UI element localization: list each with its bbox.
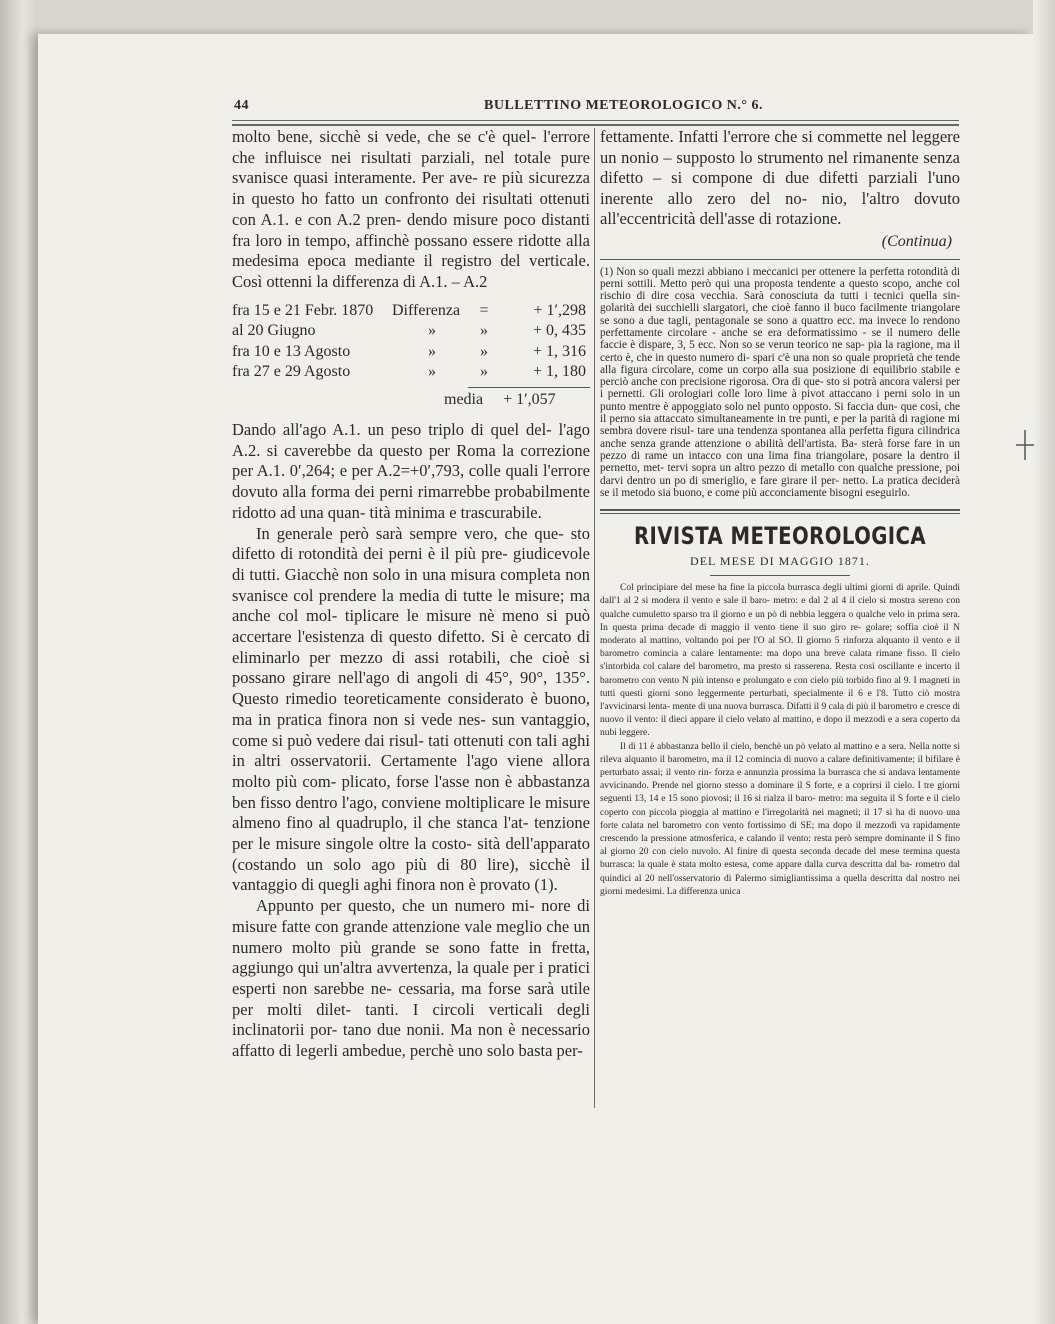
table-cell: fra 10 e 13 Agosto <box>232 342 351 360</box>
section-rule <box>600 509 960 511</box>
table-cell: » <box>428 342 436 360</box>
footnote: (1) Non so quali mezzi abbiano i meccanici per ottenere la perfetta rotondità di perni sottili. Metto però qui una proposta tendente a questo scopo, anche col rischio di dire cosa vecchia. Sarà conosciuta da tutti i tecnici quella sin- golarità dei succhielli slargatori, che cioè fanno il buco facilmente triangolare se sono a due tagli, pentagonale se sono a quattro ecc. ma invece lo rendono perfettamente circolare - anche se era deformatissimo - se il numero delle faccie è dispare, 3, 5 ecc. Non so se verun teorico ne sap- pia la ragione, ma il certo è, che in questo numero di- spari c'è una non so quale proprietà che tende alla figura circolare, come un corpo alla sua posizione di equilibrio stabile e perciò anche con precisione rigorosa. Ora di que- sto si potrà ancora valersi per i pernetti. Gli orologiari colle loro lime à pivot attaccano i perni solo in un punto mentre è appoggiato solo nel punto opposto. Si faccia dun- que così, che il perno sia attaccato simultaneamente in tre punti, e per la parità di ragione mi sembra dovere risul- tare una tendenza spontanea alla perfetta figura cilindrica anche senza grande attenzione o abilità dell'artista. Ba- sterà forse fare in un pezzo di rame un intacco con una lima fina triangolare, posare la dentro il pernetto, met- tervi sopra un altro pezzo di metallo con qualche pressione, poi darvi dentro un po di smeriglio, e fare girare il per- netto. La pratica deciderà se il metodo sia buono, e come più acconciamente bisogni eseguirlo. <box>600 265 960 499</box>
media-row <box>232 388 590 412</box>
table-row <box>232 342 586 363</box>
book-spine <box>0 0 38 1324</box>
table-cell: + 1, 180 <box>532 363 586 381</box>
difference-table <box>232 301 586 383</box>
section-rule-thin <box>600 513 960 514</box>
paragraph: In generale però sarà sempre vero, che que- sto difetto di rotondità dei perni è il più pre- giudicevole di tutti. Giacchè non solo in una misura completa non svanisce col prendere la media di tutte le misure; ma anche col mol- tiplicare le misure nè meno si può accertare l'esistenza di questo difetto. Si è cercato di eliminarlo per mezzo di assi rotabili, che cioè si possano girare nell'ago di angoli di 45°, 90°, 135°. Questo rimedio teoreticamente considerato è buono, ma in pratica finora non si vede nes- sun vantaggio, come si può vedere dai risul- tati ottenuti con tali aghi in altri osservatorii. Certamente l'ago viene allora molto più com- plicato, forse l'asse non è abbastanza ben fisso dentro l'ago, conviene moltiplicare le misure almeno fino al quadruplo, il che stanca l'at- tenzione per le misure singole oltre la costo- sità dell'apparato (costando un solo ago più di 80 lire), sicchè il vantaggio di quegli aghi finora non è provato (1). <box>232 523 590 895</box>
left-column <box>232 127 590 1277</box>
registration-mark-icon <box>1014 430 1036 460</box>
table-row <box>232 321 586 342</box>
report-paragraph: Il dì 11 è abbastanza bello il cielo, benchè un pò velato al mattino e a sera. Nella notte si rileva alquanto il barometro, ma il 12 comincia di nuovo a calare definitivamente; il bifilare è perturbato assai; il vento rin- forza e annunzia prossima la burrasca che si andava lentamente avvicinando. Prende nel giorno stesso a dominare il S forte, e a coprirsi il cielo. I tre giorni seguenti 13, 14 e 15 sono piovosi; il 16 si rialza il baro- metro: ma seguita il S forte e il cielo coperto con piccola pioggia al mattino e l'irregolarità nei magneti; il 17 si ha di nuovo una forte calata nel barometro con vento fortissimo di SE; ma dopo il mezzodì va rapidamente crescendo la pressione atmosferica, e calando il vento: resta però sempre dominante il S fino al giorno 20 con cielo nuvolo. Al finire di questa seconda decade del mese termina questa burrasca: la quale è stata molto estesa, come appare dalla curva descritta dal ba- rometro dal quindici al 20 nell'osservatorio di Palermo simigliantissima a quella descritta dal nostro nei giorni medesimi. La differenza unica <box>600 741 960 897</box>
media-label: media <box>444 391 484 408</box>
table-cell: fra 27 e 29 Agosto <box>232 363 351 381</box>
paragraph: Dando all'ago A.1. un peso triplo di quel del- l'ago A.2. si caverebbe da questo per Roma la correzione per A.1. 0′,264; e per A.2=+0′,793, colle quali l'errore dovuto alla forma dei perni rimarrebbe probabilmente ridotto ad una quan- tità minima e trascurabile. <box>232 420 590 522</box>
report-paragraph: Col principiare del mese ha fine la piccola burrasca degli ultimi giorni di aprile. Quindi dall'1 al 2 si modera il vento e sale il baro- metro: e dal 2 al 4 il cielo si mostra sereno con qualche cumuletto sparso tra il giorno e un pò di nebbia leggera o qualche velo in prima sera. In questa prima decade di maggio il vento tiene il suo giro re- golare; soffia cioè il N moderato al mattino, voltando poi per l'O al SO. Il giorno 5 rinforza alquanto il vento e il barometro comincia a calare lentamente: ma dopo una breve calata rimane fisso. Il cielo s'intorbida col calare del barometro, ma presto si rasserena. Resta così oscillante e incerto il barometro con vento N più intenso e prolungato e con cielo più torbido fino al 9. I magneti in tutti questi giorni sono leggermente perturbati, specialmente il 6 e l'8. Tutto ciò mostra l'avvicinarsi lenta- mente di una nuova burrasca. Difatti il 9 cala di più il barometro e cresce di nuovo il vento: il dieci appare il cielo velato al mattino, e dopo il mezzodì e a sera coperto da nubi leggere. <box>600 583 960 739</box>
section-title: RIVISTA METEOROLOGICA <box>633 522 927 551</box>
page-number: 44 <box>234 98 249 113</box>
table-cell: » <box>480 363 488 381</box>
paragraph: Appunto per questo, che un numero mi- nore di misure fatte con grande attenzione vale meglio che un numero molto più grande se sono fatte in fretta, aggiungo qui un'altra avvertenza, la quale per i pratici esperti non sarebbe ne- cessaria, ma forse sarà utile per molti dilet- tanti. I circoli verticali degli inclinatorii por- tano due nonii. Ma non è necessario affatto di legerli ambedue, perchè uno solo basta per- <box>232 896 590 1061</box>
table-cell: al 20 Giugno <box>232 322 316 340</box>
paragraph: fettamente. Infatti l'errore che si commette nel leggere un nonio – supposto lo strumento nel rimanente senza difetto – si compone di due difetti parziali l'uno inerente allo zero del no- nio, l'altro dovuto all'eccentricità dell'asse di rotazione. <box>600 127 960 228</box>
table-cell: » <box>428 363 436 381</box>
footnote-rule <box>600 259 960 260</box>
table-cell: fra 15 e 21 Febr. 1870 <box>232 301 374 319</box>
right-column <box>600 127 960 899</box>
table-cell: » <box>480 322 488 340</box>
page-edge <box>1033 0 1055 1324</box>
table-cell: = <box>479 301 489 319</box>
running-header <box>234 98 994 118</box>
subtitle-rule <box>710 575 850 576</box>
section-subtitle: DEL MESE DI MAGGIO 1871. <box>690 554 870 569</box>
table-row <box>232 362 586 383</box>
continua-note: (Continua) <box>881 232 952 250</box>
paragraph: molto bene, sicchè si vede, che se c'è quel- l'errore che influisce nei risultati parziali, nel totale pure svanisce quasi interamente. Per ave- re più sicurezza in questo ho fatto un confronto dei risultati ottenuti con A.1. e con A.2 pren- dendo misure poco distanti fra loro in tempo, affinchè possano essere ridotte alla medesima epoca mediante il registro del verticale. Così ottenni la differenza di A.1. – A.2 <box>232 127 590 291</box>
weather-report <box>600 582 960 899</box>
header-rule <box>232 120 959 121</box>
journal-title: BULLETTINO METEOROLOGICO N.° 6. <box>484 98 763 113</box>
table-cell: + 1, 316 <box>532 342 586 360</box>
media-value: + 1′,057 <box>503 391 556 408</box>
table-cell: + 1′,298 <box>533 301 586 319</box>
table-cell: Differenza <box>392 301 461 319</box>
header-rule-thick <box>232 124 959 126</box>
table-cell: + 0, 435 <box>532 322 586 340</box>
column-divider <box>594 128 595 1108</box>
table-row <box>232 301 586 322</box>
table-cell: » <box>428 322 436 340</box>
table-cell: » <box>480 342 488 360</box>
